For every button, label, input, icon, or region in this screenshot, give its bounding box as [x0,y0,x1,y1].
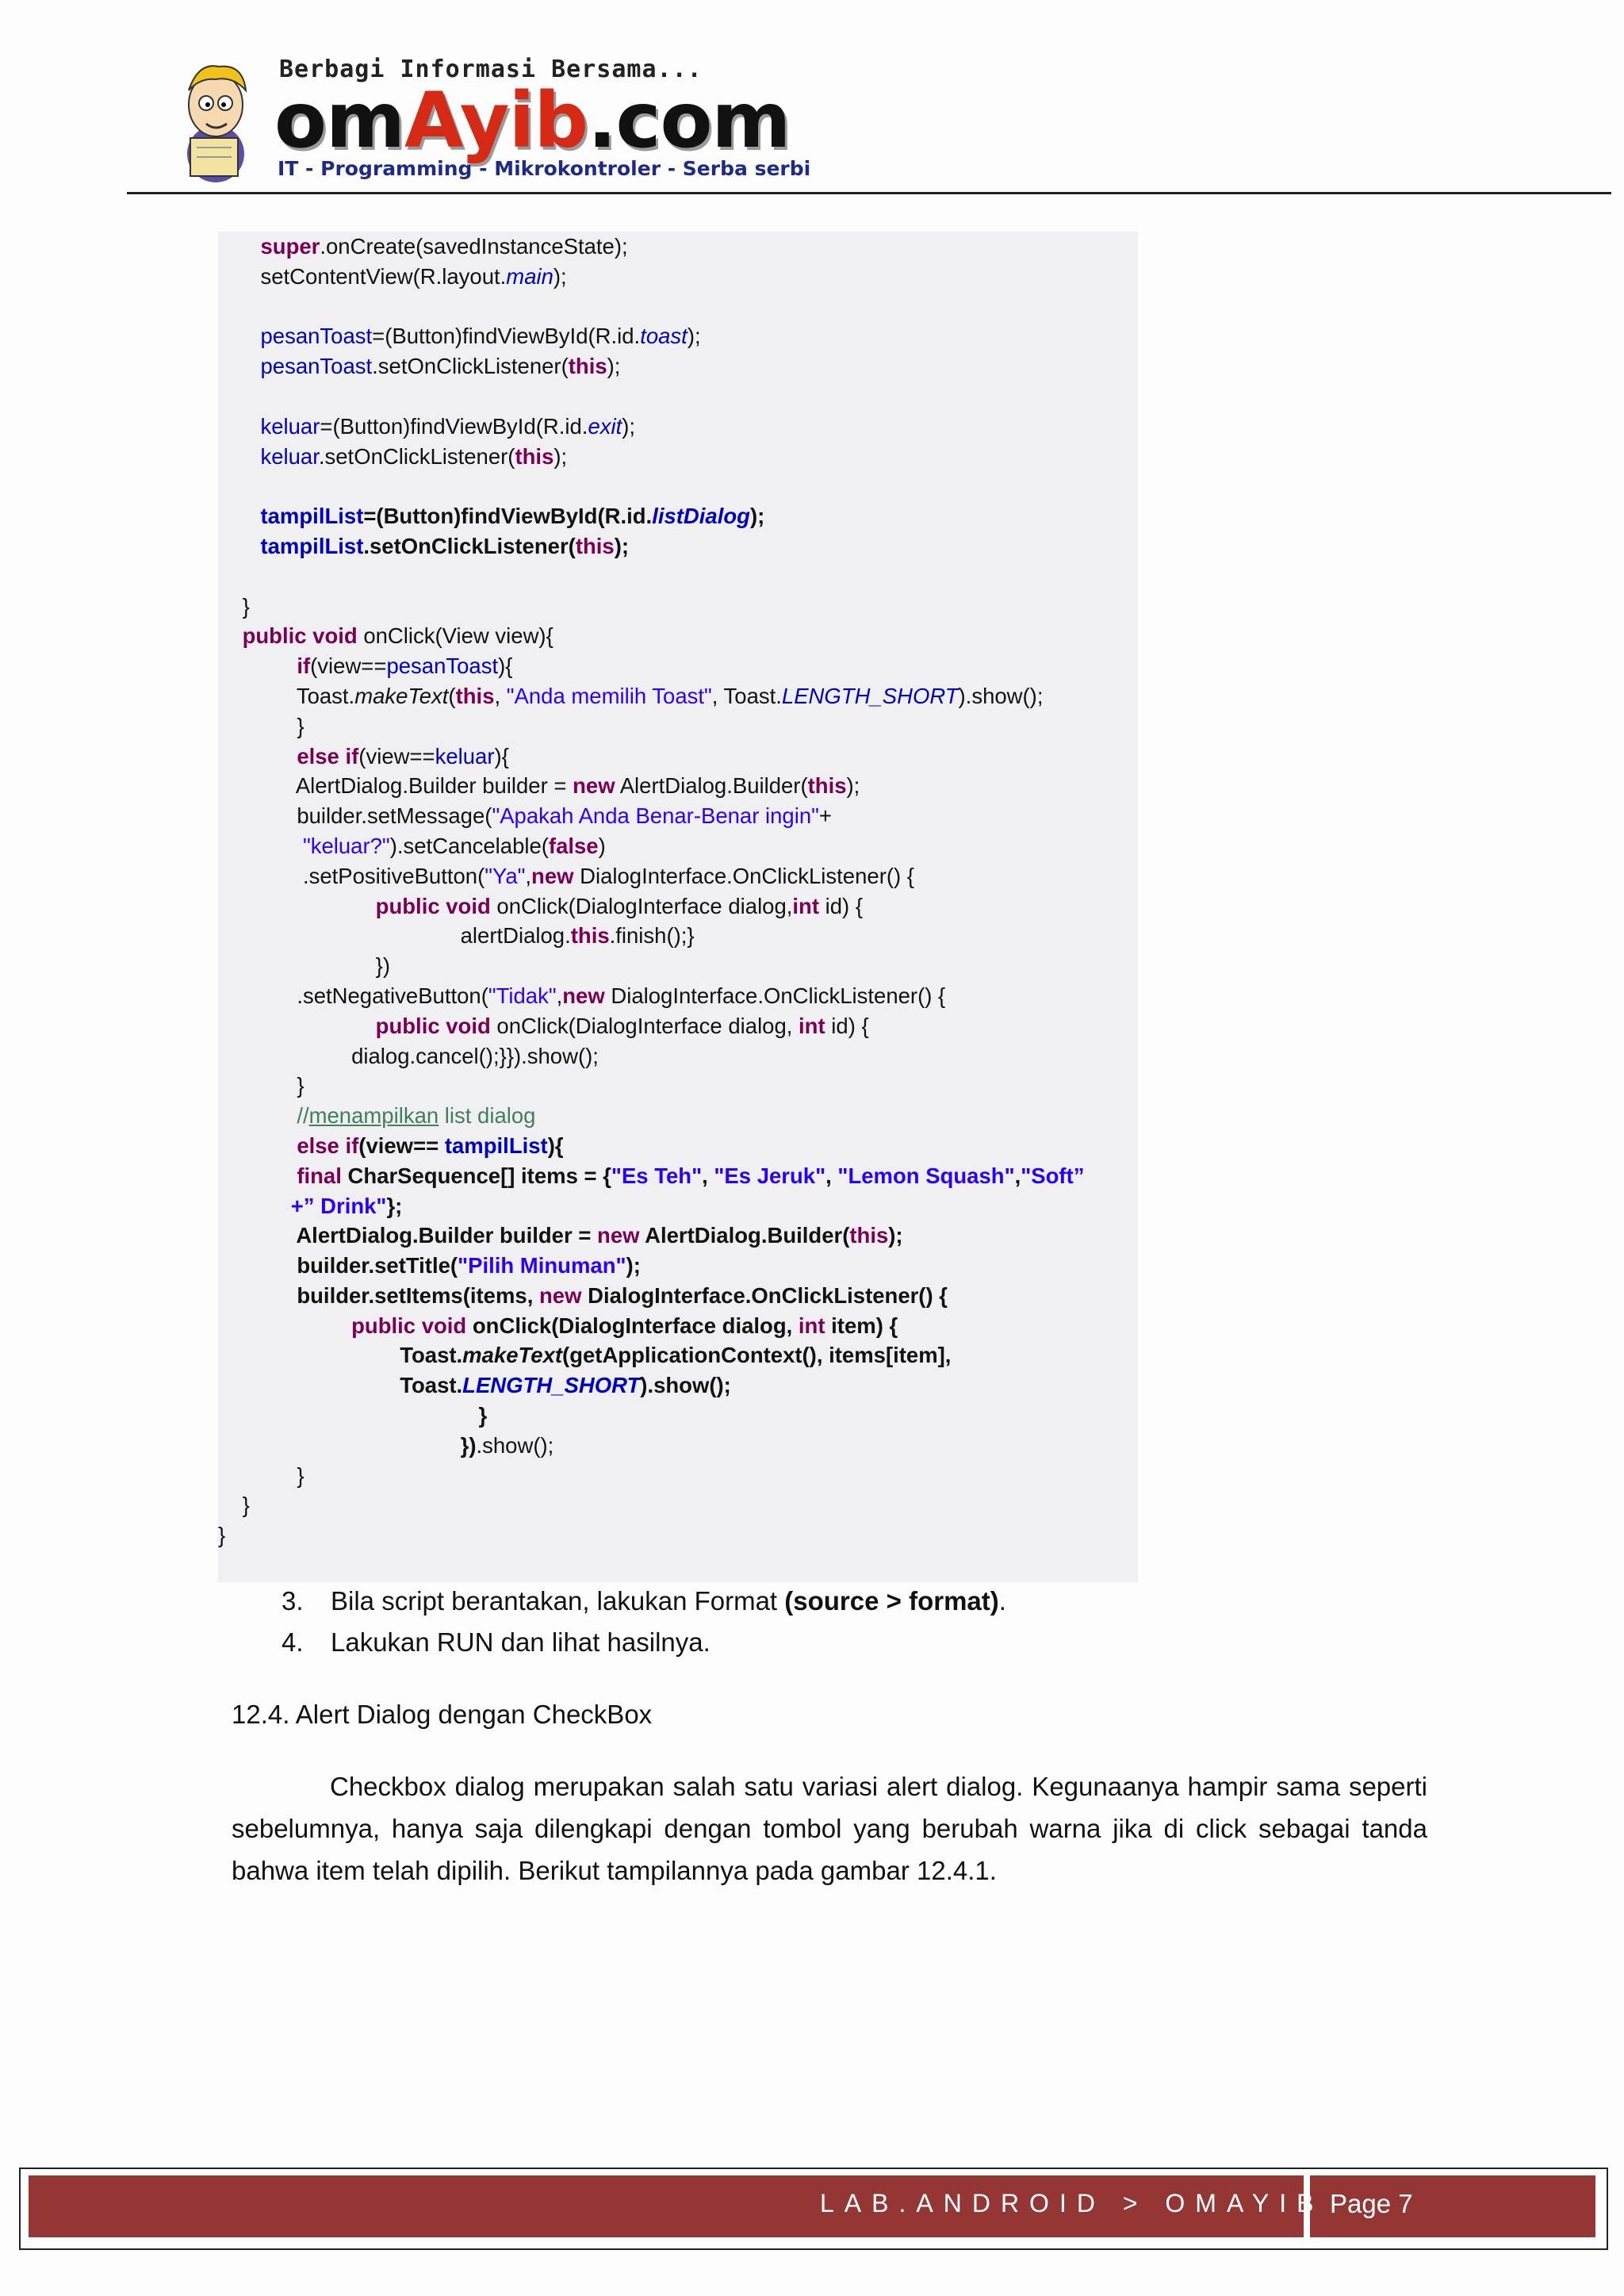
code-token: else if [297,743,359,769]
code-token: new [573,773,615,799]
code-token: public void [375,893,491,918]
code-token: Toast. [296,683,355,708]
logo-part-red: Ayib [404,76,588,165]
code-token: Toast. [400,1343,463,1368]
header-divider [127,192,1611,194]
code-token: item) { [825,1313,898,1338]
code-token: builder.setItems(items, [297,1282,539,1308]
step-item [282,1627,710,1658]
code-token: } [478,1403,488,1428]
code-token: setContentView(R.layout. [260,263,507,289]
code-token: } [297,1073,304,1098]
code-token: onClick(DialogInterface dialog, [490,893,793,918]
code-token: this [515,443,554,469]
code-token: + [818,803,832,829]
code-token: listDialog [652,504,750,529]
code-token: tampilList [260,504,364,529]
code-token: "Anda memilih Toast" [506,683,712,708]
code-token: AlertDialog.Builder( [615,773,808,799]
code-token: , [556,983,563,1008]
code-token: toast [640,324,688,349]
code-token: builder.setTitle( [297,1253,458,1278]
code-token: DialogInterface.OnClickListener() { [581,1282,948,1308]
code-token: =(Button)findViewById(R.id. [363,504,653,529]
code-token: this [575,533,615,558]
code-token: ).setCancelable( [389,833,549,858]
code-token: CharSequence[] items = { [341,1163,611,1188]
code-token: (view== [358,743,435,769]
code-token: } [218,1523,226,1548]
code-token: (getApplicationContext(), items[item], [562,1343,952,1368]
code-token: pesanToast [260,354,373,379]
code-token: onClick(DialogInterface dialog, [490,1013,799,1038]
code-token: public void [375,1013,491,1038]
code-token: } [297,713,304,738]
code-token: if [297,654,311,679]
code-token: int [792,893,820,918]
code-token: ) [598,833,606,858]
code-token: "Es Teh" [611,1163,703,1188]
code-token: builder.setMessage( [297,803,492,829]
section-heading: 12.4. Alert Dialog dengan CheckBox [232,1700,653,1729]
code-token: =(Button)findViewById(R.id. [372,324,641,349]
code-token: onClick(DialogInterface dialog, [466,1313,799,1338]
code-token: ){ [547,1133,564,1158]
step-item [282,1586,1006,1616]
code-token: ); [553,443,568,469]
code-token: "Es Jeruk" [714,1163,826,1188]
code-token: DialogInterface.OnClickListener() { [573,863,914,888]
code-listing [218,232,1085,1550]
code-token: new [538,1282,582,1308]
code-token: , [1014,1163,1021,1188]
code-token: , Toast. [711,683,782,708]
code-token: AlertDialog.Builder( [639,1223,850,1248]
code-token: keluar [260,443,319,469]
logo-part: om [274,76,404,165]
code-token: .setNegativeButton( [297,983,488,1008]
step-text: Lakukan RUN dan lihat hasilnya. [331,1627,710,1657]
code-token: this [568,354,607,379]
code-token: =(Button)findViewById(R.id. [320,413,588,439]
code-token: id) { [819,893,864,918]
code-token: tampilList [260,533,364,558]
code-token: , [825,1163,838,1188]
code-block [218,232,1138,1582]
code-token: false [548,833,599,858]
code-token: new [597,1223,640,1248]
code-token: pesanToast [386,654,499,679]
code-token: ); [626,1253,641,1278]
code-token: .finish();} [609,923,695,949]
code-token: onClick(View view){ [357,623,553,649]
code-token: "keluar?" [302,833,390,858]
code-token: (view== [358,1133,445,1158]
paragraph-text: Checkbox dialog merupakan salah satu variasi alert dialog. Kegunaanya hampir sama seperti sebelumnya, hanya saja dilengkapi dengan tombol yang berubah warna jika di click sebagai tanda bahwa item telah dipilih. Berikut tampilannya pada gambar 12.4.1. [232,1772,1427,1885]
code-token: DialogInterface.OnClickListener() { [604,983,946,1008]
code-token: this [849,1223,889,1248]
step-number: 4. [282,1627,304,1657]
code-token: final [297,1163,342,1188]
code-token: public void [242,623,358,649]
code-token: +” Drink" [290,1193,387,1218]
code-token: .setOnClickListener( [318,443,515,469]
body-paragraph [232,1765,1427,1892]
code-token: }) [375,953,390,979]
mascot-logo-icon [167,59,262,189]
code-token: "Lemon Squash" [837,1163,1015,1188]
code-token: Toast. [400,1373,463,1398]
code-token: "Soft” [1021,1163,1085,1188]
code-token: .setPositiveButton( [302,863,485,888]
page-header [127,52,1618,195]
code-token: }) [460,1432,477,1458]
code-token: , [525,863,532,888]
code-token: "Pilih Minuman" [458,1253,626,1278]
code-token: "Ya" [485,863,526,888]
code-token: ).show(); [958,683,1044,708]
step-text: Bila script berantakan, lakukan Format [331,1586,785,1616]
code-token: ); [553,263,567,289]
code-token: this [455,683,495,708]
code-token: keluar [435,743,495,769]
code-token: new [562,983,605,1008]
logo-part: .com [588,76,791,165]
site-logo [274,76,791,165]
step-after: . [998,1586,1006,1616]
code-token: , [494,683,507,708]
code-token: AlertDialog.Builder builder = [295,773,573,799]
code-token: } [297,1462,304,1488]
code-token: AlertDialog.Builder builder = [296,1223,598,1248]
code-token: public void [351,1313,467,1338]
step-bold: (source > format) [784,1586,999,1616]
code-token: ); [622,413,636,439]
code-token: } [242,1493,250,1518]
code-token: new [531,863,574,888]
code-token: .onCreate(savedInstanceState); [320,234,628,259]
code-token: LENGTH_SHORT [462,1373,641,1398]
code-token: exit [588,413,622,439]
code-token: "Tidak" [488,983,557,1008]
code-token: menampilkan [308,1103,439,1129]
code-token: alertDialog. [460,923,571,949]
code-token: ); [888,1223,903,1248]
code-token: (view== [310,654,387,679]
site-tagline: Berbagi Informasi Bersama... [279,56,703,83]
code-token: tampilList [444,1133,548,1158]
code-token: int [799,1013,825,1038]
code-token: ); [687,324,701,349]
code-token: , [702,1163,714,1188]
code-token: id) { [825,1013,869,1038]
code-token: }; [386,1193,403,1218]
code-token: int [798,1313,825,1338]
code-token: super [260,234,320,259]
code-token: main [506,263,553,289]
step-number: 3. [282,1586,304,1616]
code-token: list dialog [439,1103,536,1129]
code-token: } [242,593,250,619]
code-token: keluar [260,413,320,439]
code-token: dialog.cancel();}}).show(); [351,1043,599,1068]
code-token: .setOnClickListener( [372,354,569,379]
code-token: ); [614,533,630,558]
code-token: this [807,773,847,799]
code-token: makeText [462,1343,563,1368]
code-token: this [570,923,610,949]
code-token: // [297,1103,309,1129]
page-number: Page 7 [1330,2189,1413,2218]
code-token: ); [607,354,621,379]
code-token: .setOnClickListener( [363,533,576,558]
code-token: ); [749,504,765,529]
site-subtitle: IT - Programming - Mikrokontroler - Serba serbi [278,157,811,180]
footer-label: LAB.ANDROID > OMAYIB [820,2189,1324,2217]
code-token: makeText [354,683,449,708]
code-token: ( [448,683,456,708]
code-token: ).show(); [640,1373,731,1398]
code-token: else if [297,1133,359,1158]
code-token: "Apakah Anda Benar-Benar ingin" [492,803,819,829]
code-token: ){ [494,743,509,769]
code-token: LENGTH_SHORT [781,683,959,708]
code-token: pesanToast [260,324,373,349]
code-token: ); [846,773,860,799]
code-token: ){ [498,654,513,679]
code-token: .show(); [476,1432,554,1458]
